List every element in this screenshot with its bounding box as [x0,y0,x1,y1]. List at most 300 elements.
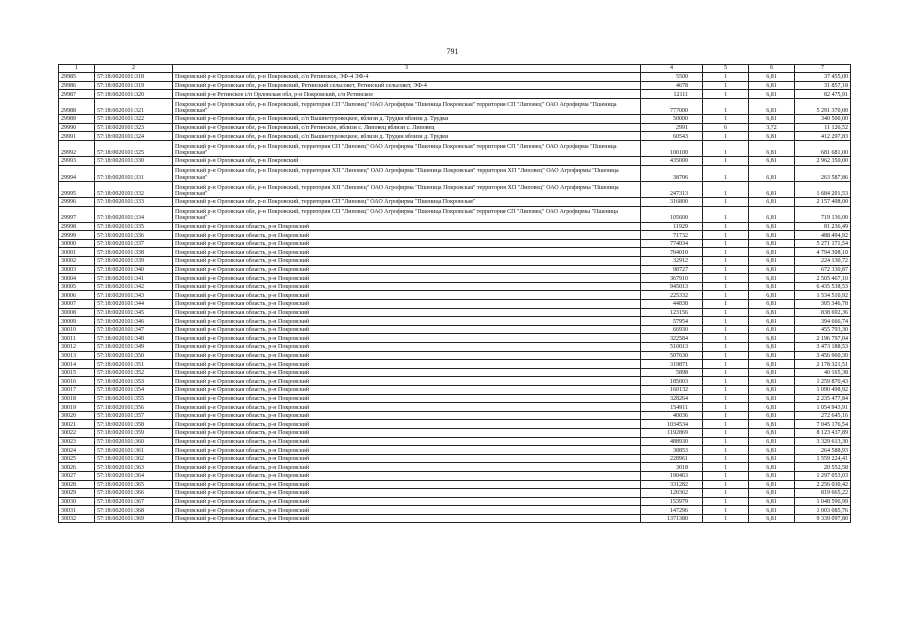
rate-cell: 6,81 [749,437,795,446]
rate-cell: 6,81 [749,291,795,300]
cadastral-number-cell: 57:18:0020101:365 [95,480,173,489]
row-number-cell: 30031 [59,506,95,515]
address-cell: Покровский р-н Орловская область, р-н Покровский [173,360,641,369]
address-cell: Покровский р-н Орловская область, р-н Покровский [173,317,641,326]
cadastral-value-cell: 672 330,87 [795,265,851,274]
cadastral-number-cell: 57:18:0020101:345 [95,308,173,317]
address-cell: Покровский р-н Орловская обл, р-н Покровский, территория ХП "Липовец" ОАО Агрофирма "Пшеница Покровская" территория ХП "Липовец" ОАО Агрофирмы "Пшеница Покровская" [173,165,641,181]
cadastral-value-cell: 488 494,92 [795,231,851,240]
category-cell: 1 [703,428,749,437]
address-cell: Покровский р-н Орловская область, р-н Покровский [173,489,641,498]
cadastral-number-cell: 57:18:0020101:353 [95,377,173,386]
area-cell: 316800 [641,197,703,206]
area-cell: 1192869 [641,428,703,437]
cadastral-value-cell: 2 157 408,00 [795,197,851,206]
category-cell: 1 [703,308,749,317]
row-number-cell: 30014 [59,360,95,369]
rate-cell: 6,81 [749,165,795,181]
cadastral-value-cell: 31 857,18 [795,81,851,90]
address-cell: Покровский р-н Орловская область, р-н Покровский [173,222,641,231]
cadastral-value-cell: 3 329 613,30 [795,437,851,446]
rate-cell: 6,81 [749,257,795,266]
area-cell: 367910 [641,274,703,283]
rate-cell: 6,81 [749,343,795,352]
rate-cell: 6,81 [749,114,795,123]
area-cell: 331282 [641,480,703,489]
cadastral-number-cell: 57:18:0020101:337 [95,239,173,248]
rate-cell: 6,81 [749,98,795,114]
rate-cell: 6,81 [749,132,795,141]
address-cell: Покровский р-н Орловская область, р-н Покровский [173,514,641,523]
cadastral-number-cell: 57:18:0020101:350 [95,351,173,360]
row-number-cell: 30025 [59,454,95,463]
cadastral-value-cell: 2 196 797,04 [795,334,851,343]
table-row [59,454,851,463]
cadastral-number-cell: 57:18:0020101:335 [95,222,173,231]
rate-cell: 6,81 [749,274,795,283]
cadastral-number-cell: 57:18:0020101:367 [95,497,173,506]
cadastral-value-cell: 11 126,52 [795,123,851,132]
category-cell: 1 [703,463,749,472]
cadastral-number-cell: 57:18:0020101:343 [95,291,173,300]
table-row [59,239,851,248]
area-cell: 5500 [641,73,703,82]
cadastral-value-cell: 2 178 321,51 [795,360,851,369]
area-cell: 123156 [641,308,703,317]
category-cell: 1 [703,454,749,463]
table-row [59,325,851,334]
cadastral-value-cell: 819 665,22 [795,489,851,498]
table-row [59,489,851,498]
area-cell: 247313 [641,181,703,197]
cadastral-number-cell: 57:18:0020101:361 [95,446,173,455]
cadastral-number-cell: 57:18:0020101:346 [95,317,173,326]
address-cell: Покровский р-н Орловская область, р-н Покровский [173,368,641,377]
rate-cell: 6,81 [749,81,795,90]
address-cell: Покровский р-н Орловская область, р-н Покровский [173,334,641,343]
table-row [59,411,851,420]
address-cell: Покровский р-н Орловская область, р-н Покровский [173,480,641,489]
rate-cell: 6,81 [749,446,795,455]
cadastral-value-cell: 305 346,78 [795,300,851,309]
cadastral-number-cell: 57:18:0020101:321 [95,98,173,114]
row-number-cell: 29998 [59,222,95,231]
category-cell: 1 [703,480,749,489]
address-cell: Покровский р-н Орловская область, р-н Покровский [173,239,641,248]
cadastral-number-cell: 57:18:0020101:338 [95,248,173,257]
table-row [59,114,851,123]
address-cell: Покровский р-н Орловская обл, р-н Покровский, территория СП "Липовец" ОАО Агрофирма "Пшеница Покровская" [173,197,641,206]
area-cell: 322584 [641,334,703,343]
table-row [59,197,851,206]
cadastral-value-cell: 7 045 176,54 [795,420,851,429]
table-row [59,471,851,480]
cadastral-value-cell: 2 256 030,42 [795,480,851,489]
cadastral-number-cell: 57:18:0020101:351 [95,360,173,369]
address-cell: Покровский р-н Орловская область, р-н Покровский [173,257,641,266]
cadastral-number-cell: 57:18:0020101:325 [95,140,173,156]
cadastral-number-cell: 57:18:0020101:319 [95,81,173,90]
rate-cell: 3,72 [749,123,795,132]
category-cell: 1 [703,385,749,394]
address-cell: Покровский р-н Орловская обл, р-н Покровский, территория СП "Липовец" ОАО Агрофирма "Пшеница Покровская" территория СП "Липовец" ОАО Агрофирма "Пшеница Покровская" [173,140,641,156]
row-number-cell: 30024 [59,446,95,455]
column-header: 1 [59,65,95,73]
cadastral-value-cell: 40 165,38 [795,368,851,377]
row-number-cell: 30021 [59,420,95,429]
rate-cell: 6,81 [749,403,795,412]
cadastral-number-cell: 57:18:0020101:334 [95,206,173,222]
category-cell: 1 [703,325,749,334]
rate-cell: 6,81 [749,308,795,317]
page-number: 791 [446,47,459,56]
cadastral-number-cell: 57:18:0020101:332 [95,181,173,197]
cadastral-value-cell: 1 090 498,92 [795,385,851,394]
cadastral-value-cell: 1 297 053,03 [795,471,851,480]
cadastral-number-cell: 57:18:0020101:323 [95,123,173,132]
rate-cell: 6,81 [749,471,795,480]
address-cell: Покровский р-н Орловская обл, р-н Покровский, с/п Вышнетуровецкое, вблизи д. Трудки вблизи д. Трудки [173,132,641,141]
rate-cell: 6,81 [749,385,795,394]
row-number-cell: 29996 [59,197,95,206]
cadastral-number-cell: 57:18:0020101:356 [95,403,173,412]
category-cell: 1 [703,368,749,377]
area-cell: 774034 [641,239,703,248]
table-row [59,343,851,352]
address-cell: Покровский р-н Орловская обл, р-н Покровский [173,156,641,165]
category-cell: 6 [703,123,749,132]
column-header: 2 [95,65,173,73]
row-number-cell: 30020 [59,411,95,420]
table-row [59,394,851,403]
cadastral-number-cell: 57:18:0020101:354 [95,385,173,394]
rate-cell: 6,81 [749,325,795,334]
row-number-cell: 30001 [59,248,95,257]
category-cell: 1 [703,514,749,523]
table-row [59,90,851,99]
table-body [59,65,851,523]
category-cell: 1 [703,291,749,300]
cadastral-number-cell: 57:18:0020101:352 [95,368,173,377]
row-number-cell: 30030 [59,497,95,506]
cadastral-number-cell: 57:18:0020101:355 [95,394,173,403]
table-row [59,248,851,257]
area-cell: 3018 [641,463,703,472]
category-cell: 1 [703,300,749,309]
area-cell: 12111 [641,90,703,99]
rate-cell: 6,81 [749,90,795,99]
area-cell: 945013 [641,282,703,291]
column-header: 5 [703,65,749,73]
area-cell: 4678 [641,81,703,90]
category-cell: 1 [703,437,749,446]
rate-cell: 6,81 [749,248,795,257]
cadastral-value-cell: 719 136,00 [795,206,851,222]
cadastral-value-cell: 81 236,49 [795,222,851,231]
cadastral-value-cell: 838 692,36 [795,308,851,317]
table-row [59,514,851,523]
category-cell: 1 [703,411,749,420]
rate-cell: 6,81 [749,497,795,506]
rate-cell: 6,81 [749,265,795,274]
row-number-cell: 30026 [59,463,95,472]
cadastral-number-cell: 57:18:0020101:336 [95,231,173,240]
address-cell: Покровский р-н Орловская область, р-н Покровский [173,377,641,386]
address-cell: Покровский р-н Орловская область, р-н Покровский [173,454,641,463]
rate-cell: 6,81 [749,73,795,82]
address-cell: Покровский р-н Орловская область, р-н Покровский [173,471,641,480]
category-cell: 1 [703,181,749,197]
table-row [59,428,851,437]
table-row [59,222,851,231]
area-cell: 319871 [641,360,703,369]
rate-cell: 6,81 [749,420,795,429]
address-cell: Покровский р-н Орловская обл, р-н Покровский, с/п Ретинское, вблизи с. Липовец вблизи с. Липовец [173,123,641,132]
cadastral-number-cell: 57:18:0020101:362 [95,454,173,463]
area-cell: 44838 [641,300,703,309]
table-row [59,480,851,489]
area-cell: 1371380 [641,514,703,523]
category-cell: 1 [703,206,749,222]
cadastral-value-cell: 272 645,16 [795,411,851,420]
area-cell: 225332 [641,291,703,300]
category-cell: 1 [703,257,749,266]
address-cell: Покровский р-н Орловская область, р-н Покровский [173,351,641,360]
address-cell: Покровский р-н Орловская область, р-н Покровский [173,428,641,437]
table-row [59,403,851,412]
category-cell: 1 [703,73,749,82]
cadastral-number-cell: 57:18:0020101:347 [95,325,173,334]
row-number-cell: 30032 [59,514,95,523]
cadastral-number-cell: 57:18:0020101:330 [95,156,173,165]
row-number-cell: 30011 [59,334,95,343]
row-number-cell: 30022 [59,428,95,437]
row-number-cell: 30028 [59,480,95,489]
rate-cell: 6,81 [749,360,795,369]
address-cell: Покровский р-н Орловская область, р-н Покровский [173,411,641,420]
area-cell: 507630 [641,351,703,360]
category-cell: 1 [703,132,749,141]
cadastral-number-cell: 57:18:0020101:369 [95,514,173,523]
cadastral-value-cell: 1 054 943,91 [795,403,851,412]
cadastral-value-cell: 20 552,58 [795,463,851,472]
rate-cell: 6,81 [749,181,795,197]
address-cell: Покровский р-н Орловская область, р-н Покровский [173,308,641,317]
address-cell: Покровский р-н Орловская область, р-н Покровский [173,300,641,309]
area-cell: 154911 [641,403,703,412]
address-cell: Покровский р-н Орловская обл, р-н Покровский, с/п Ретинское, ЭФ-4 ЭФ-4 [173,73,641,82]
table-row [59,506,851,515]
address-cell: Покровский р-н Орловская область, р-н Покровский [173,463,641,472]
category-cell: 1 [703,377,749,386]
rate-cell: 6,81 [749,206,795,222]
rate-cell: 6,81 [749,222,795,231]
rate-cell: 6,81 [749,239,795,248]
row-number-cell: 29992 [59,140,95,156]
cadastral-value-cell: 2 962 350,00 [795,156,851,165]
rate-cell: 6,81 [749,411,795,420]
row-number-cell: 29994 [59,165,95,181]
cadastral-value-cell: 1 559 224,41 [795,454,851,463]
rate-cell: 6,81 [749,156,795,165]
cadastral-value-cell: 1 684 201,53 [795,181,851,197]
cadastral-number-cell: 57:18:0020101:341 [95,274,173,283]
address-cell: Покровский р-н Орловская область, р-н Покровский [173,403,641,412]
rate-cell: 6,81 [749,506,795,515]
cadastral-number-cell: 57:18:0020101:368 [95,506,173,515]
rate-cell: 6,81 [749,351,795,360]
column-header: 4 [641,65,703,73]
row-number-cell: 30018 [59,394,95,403]
table-row [59,181,851,197]
rate-cell: 6,81 [749,489,795,498]
table-row [59,351,851,360]
cadastral-value-cell: 3 473 188,53 [795,343,851,352]
cadastral-number-cell: 57:18:0020101:339 [95,257,173,266]
table-row [59,257,851,266]
row-number-cell: 29988 [59,98,95,114]
table-row [59,265,851,274]
rate-cell: 6,81 [749,317,795,326]
table-row [59,368,851,377]
row-number-cell: 30006 [59,291,95,300]
table-row [59,446,851,455]
area-cell: 98727 [641,265,703,274]
table-row [59,156,851,165]
area-cell: 1034534 [641,420,703,429]
cadastral-value-cell: 681 681,00 [795,140,851,156]
cadastral-value-cell: 37 455,00 [795,73,851,82]
category-cell: 1 [703,334,749,343]
area-cell: 71732 [641,231,703,240]
row-number-cell: 30005 [59,282,95,291]
area-cell: 777000 [641,98,703,114]
area-cell: 40036 [641,411,703,420]
address-cell: Покровский р-н Орловская обл, р-н Покровский, территория СП "Липовец" ОАО Агрофирма "Пшеница Покровская" территория СП "Липовец" ОАО Агрофирмы "Пшеница Покровская" [173,206,641,222]
cadastral-value-cell: 1 048 596,99 [795,497,851,506]
area-cell: 328264 [641,394,703,403]
cadastral-value-cell: 9 339 097,80 [795,514,851,523]
cadastral-number-cell: 57:18:0020101:359 [95,428,173,437]
category-cell: 1 [703,231,749,240]
cadastral-value-cell: 2 235 477,84 [795,394,851,403]
category-cell: 1 [703,343,749,352]
table-row [59,231,851,240]
row-number-cell: 30008 [59,308,95,317]
cadastral-value-cell: 5 271 171,54 [795,239,851,248]
table-row [59,73,851,82]
address-cell: Покровский р-н Орловская область, р-н Покровский [173,291,641,300]
table-row [59,420,851,429]
cadastral-number-cell: 57:18:0020101:366 [95,489,173,498]
area-cell: 105600 [641,206,703,222]
address-cell: Покровский р-н Орловская область, р-н Покровский [173,437,641,446]
row-number-cell: 30009 [59,317,95,326]
cadastral-number-cell: 57:18:0020101:363 [95,463,173,472]
category-cell: 1 [703,248,749,257]
category-cell: 1 [703,239,749,248]
column-number-header-row [59,65,851,73]
cadastral-number-cell: 57:18:0020101:360 [95,437,173,446]
category-cell: 1 [703,222,749,231]
address-cell: Покровский р-н Орловская область, р-н Покровский [173,385,641,394]
rate-cell: 6,81 [749,282,795,291]
row-number-cell: 30000 [59,239,95,248]
table-row [59,317,851,326]
cadastral-value-cell: 4 794 308,10 [795,248,851,257]
table-row [59,334,851,343]
table-row [59,377,851,386]
rate-cell: 6,81 [749,231,795,240]
cadastral-value-cell: 1 259 870,43 [795,377,851,386]
rate-cell: 6,81 [749,514,795,523]
area-cell: 100100 [641,140,703,156]
cadastral-number-cell: 57:18:0020101:348 [95,334,173,343]
category-cell: 1 [703,114,749,123]
rate-cell: 6,81 [749,377,795,386]
row-number-cell: 29999 [59,231,95,240]
address-cell: Покровский р-н Орловская область, р-н Покровский [173,446,641,455]
rate-cell: 6,81 [749,334,795,343]
area-cell: 228961 [641,454,703,463]
cadastral-number-cell: 57:18:0020101:344 [95,300,173,309]
address-cell: Покровский р-н Орловская область, р-н Покровский [173,506,641,515]
category-cell: 1 [703,351,749,360]
area-cell: 2991 [641,123,703,132]
table-row [59,463,851,472]
category-cell: 1 [703,497,749,506]
table-row [59,300,851,309]
row-number-cell: 30012 [59,343,95,352]
area-cell: 38853 [641,446,703,455]
category-cell: 1 [703,140,749,156]
area-cell: 160132 [641,385,703,394]
cadastral-value-cell: 394 666,74 [795,317,851,326]
table-row [59,274,851,283]
table-row [59,81,851,90]
table-row [59,123,851,132]
cadastral-value-cell: 8 123 437,89 [795,428,851,437]
table-row [59,132,851,141]
address-cell: Покровский р-н Орловская область, р-н Покровский [173,248,641,257]
cadastral-number-cell: 57:18:0020101:322 [95,114,173,123]
area-cell: 57954 [641,317,703,326]
area-cell: 510013 [641,343,703,352]
row-number-cell: 30002 [59,257,95,266]
cadastral-value-cell: 82 475,91 [795,90,851,99]
table-row [59,282,851,291]
rate-cell: 6,81 [749,368,795,377]
address-cell: Покровский р-н Орловская область, р-н Покровский [173,325,641,334]
address-cell: Покровский р-н Орловская область, р-н Покровский [173,497,641,506]
cadastral-number-cell: 57:18:0020101:324 [95,132,173,141]
table-row [59,497,851,506]
address-cell: Покровский р-н Орловская обл, р-н Покровский, с/п Вышнетуровецкое, вблизи д. Трудки вблизи д. Трудки [173,114,641,123]
address-cell: Покровский р-н Орловская область, р-н Покровский [173,282,641,291]
address-cell: Покровский р-н Орловская область, р-н Покровский [173,274,641,283]
area-cell: 50000 [641,114,703,123]
category-cell: 1 [703,446,749,455]
category-cell: 1 [703,282,749,291]
cadastral-value-cell: 3 456 960,30 [795,351,851,360]
cadastral-value-cell: 455 793,30 [795,325,851,334]
rate-cell: 6,81 [749,480,795,489]
area-cell: 190463 [641,471,703,480]
area-cell: 153979 [641,497,703,506]
address-cell: Покровский р-н Орловская обл, р-н Покровский, Ретинский сельсовет, Ретинский сельсовет, ЭФ-4 [173,81,641,90]
rate-cell: 6,81 [749,454,795,463]
address-cell: Покровский р-н Орловская область, р-н Покровский [173,231,641,240]
